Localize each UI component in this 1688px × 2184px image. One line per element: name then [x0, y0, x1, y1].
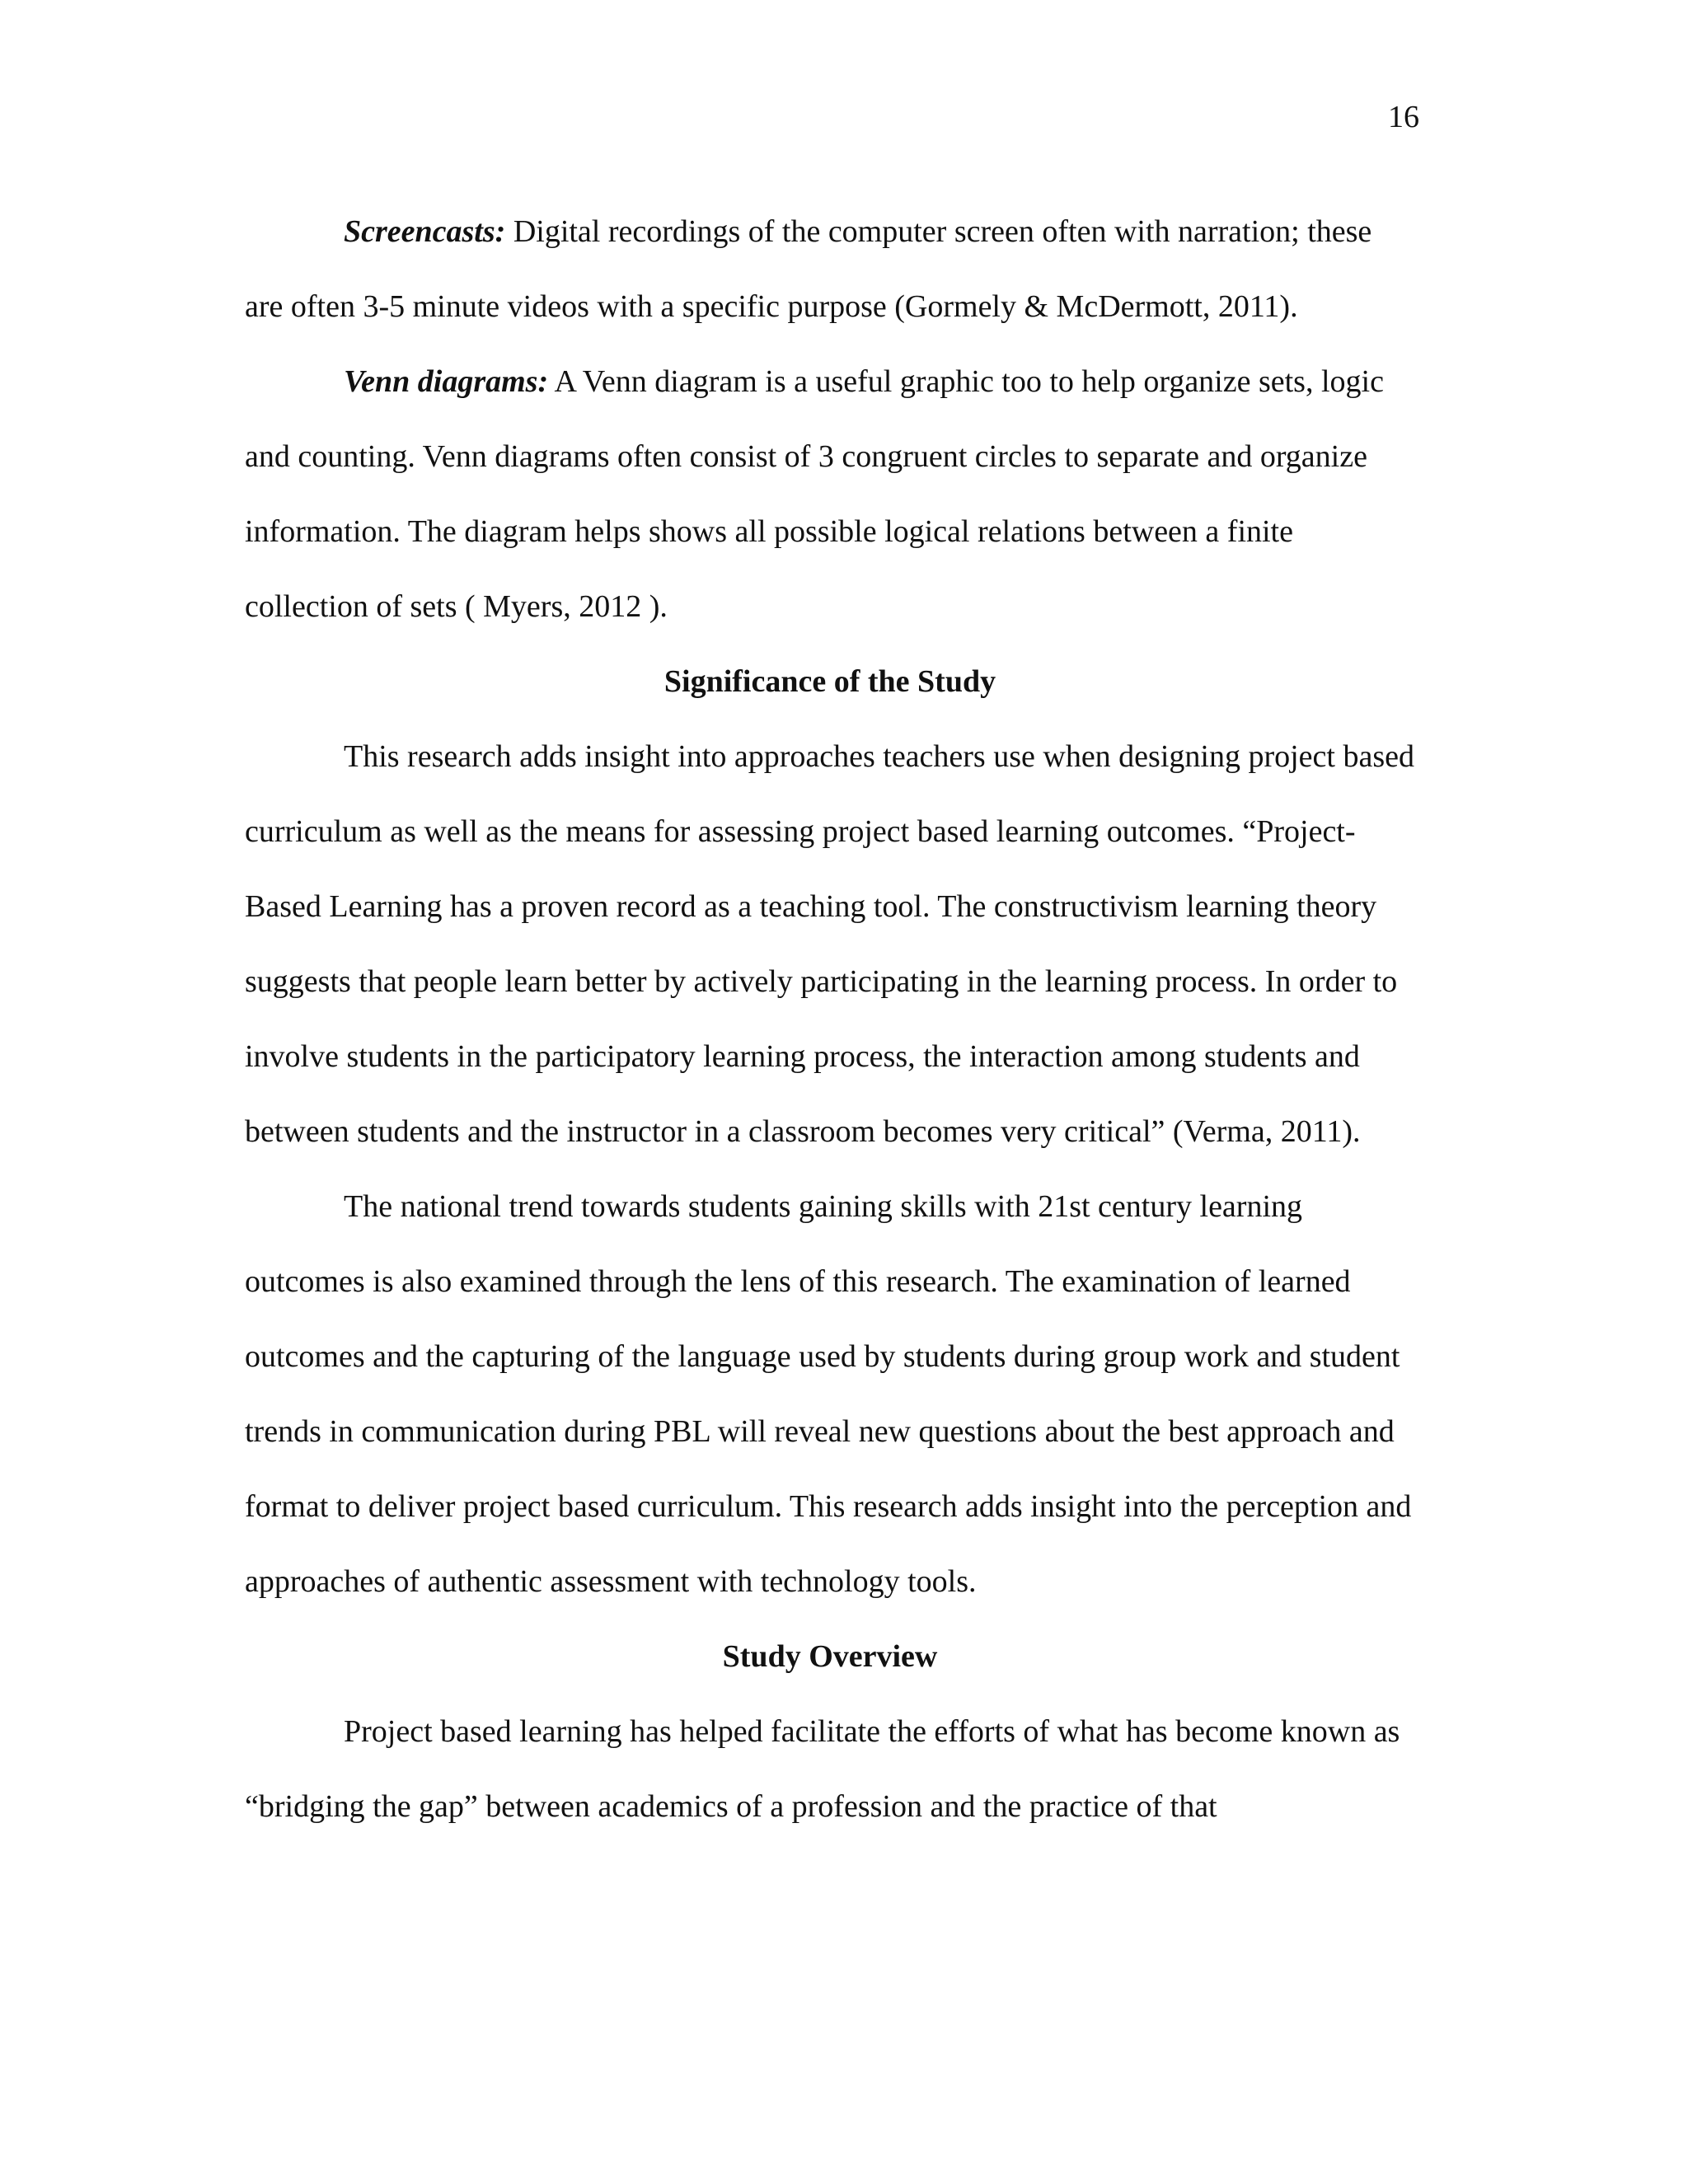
paragraph: The national trend towards students gaining skills with 21st century learning outcomes is also examined through the lens of this research. The examination of learned outcomes and the capturing of the language used by students during group work and student trends in communication during PBL will reveal new questions about the best approach and format to deliver project based curriculum. This research adds insight into the perception and approaches of authentic assessment with technology tools.: [245, 1189, 1412, 1599]
definition-screencasts: [245, 194, 1415, 344]
definition-term: Venn diagrams:: [344, 364, 549, 399]
page-number: 16: [1388, 100, 1419, 134]
paragraph: Project based learning has helped facilitate the efforts of what has become known as “bridging the gap” between academics of a profession and the practice of that: [245, 1714, 1400, 1824]
section-heading-significance: Significance of the Study: [663, 664, 996, 699]
document-body: [245, 194, 1415, 1844]
definition-text: Digital recordings of the computer screen often with narration; these are often 3-5 minute videos with a specific purpose (Gormely & McDermott, 2011).: [245, 214, 1372, 324]
section-heading-study-overview: Study Overview: [722, 1639, 938, 1674]
definition-text: A Venn diagram is a useful graphic too to help organize sets, logic and counting. Venn diagrams often consist of 3 congruent circles to separate and organize information. The diagram helps shows all possible logical relations between a finite collection of sets ( Myers, 2012 ).: [245, 364, 1384, 624]
definition-term: Screencasts:: [344, 214, 506, 249]
paragraph: This research adds insight into approaches teachers use when designing project based curriculum as well as the means for assessing project based learning outcomes. “Project-Based Learning has a proven record as a teaching tool. The constructivism learning theory suggests that people learn better by actively participating in the learning process. In order to involve students in the participatory learning process, the interaction among students and between students and the instructor in a classroom becomes very critical” (Verma, 2011).: [245, 739, 1414, 1149]
definition-venn-diagrams: [245, 344, 1415, 644]
